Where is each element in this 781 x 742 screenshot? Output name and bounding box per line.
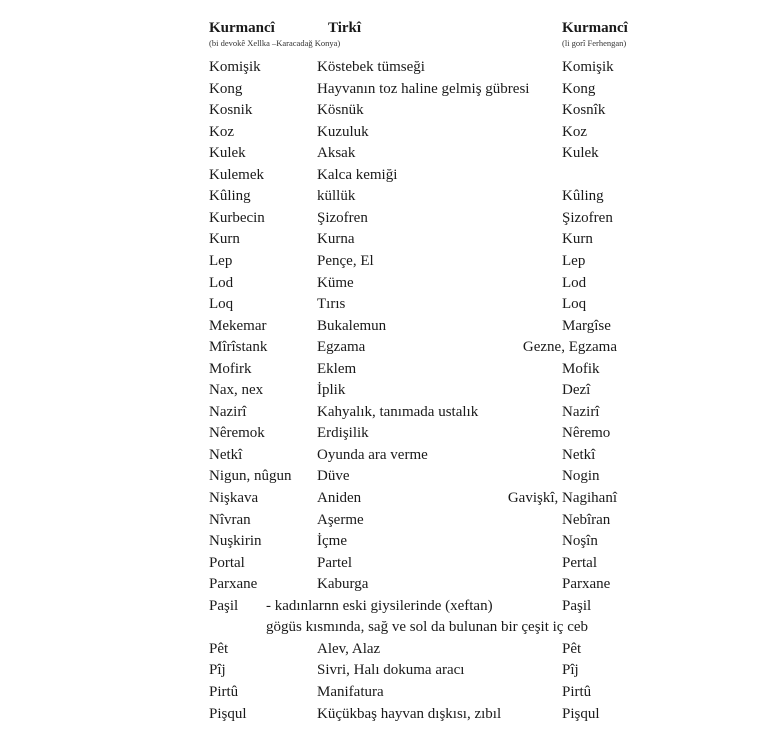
kurmanci-term: Nazirî xyxy=(209,403,247,420)
kurmanci-term: Pirtû xyxy=(209,684,239,700)
kurmanci-term: Pêt xyxy=(209,640,229,657)
turkish-meaning: Kaburga xyxy=(317,576,369,593)
dictionary-term: Margîse xyxy=(562,317,611,334)
dictionary-term: Komişik xyxy=(562,59,614,75)
turkish-meaning: Kurna xyxy=(317,231,355,248)
turkish-meaning: - kadınlarnn eski giysilerinde (xeftan) xyxy=(266,597,493,614)
dictionary-term: Kurn xyxy=(562,231,593,248)
turkish-meaning: İplik xyxy=(317,382,346,399)
table-row xyxy=(0,617,781,638)
turkish-meaning: Pençe, El xyxy=(317,253,374,269)
dictionary-term: Paşil xyxy=(562,597,592,614)
dictionary-term: Nebîran xyxy=(562,511,611,528)
kurmanci-term: Koz xyxy=(209,123,234,140)
turkish-meaning: Hayvanın toz haline gelmiş gübresi xyxy=(317,80,530,97)
kurmanci-term: Nêremok xyxy=(209,425,265,442)
turkish-meaning: Küçükbaş hayvan dışkısı, zıbıl xyxy=(317,705,502,722)
turkish-meaning: Eklem xyxy=(317,360,357,377)
kurmanci-term: Kûling xyxy=(209,188,251,205)
kurmanci-term: Kurn xyxy=(209,231,240,248)
dictionary-term: Pêt xyxy=(562,640,582,657)
kurmanci-term: Paşil xyxy=(209,597,239,614)
table-row xyxy=(0,316,781,337)
dictionary-term: Kong xyxy=(562,80,596,97)
turkish-meaning: Bukalemun xyxy=(317,317,387,334)
kurmanci-term: Kosnik xyxy=(209,102,253,119)
dictionary-term: Pişqul xyxy=(562,705,600,722)
table-row xyxy=(0,186,781,207)
col1-title: Kurmancî xyxy=(209,20,275,36)
dictionary-term: Nogin xyxy=(562,468,600,485)
table-row xyxy=(0,488,781,509)
dictionary-term: Parxane xyxy=(562,576,611,593)
kurmanci-term: Lep xyxy=(209,253,233,269)
kurmanci-term: Mekemar xyxy=(209,317,267,334)
col3-subtitle: (li gorî Ferhengan) xyxy=(562,38,627,48)
turkish-meaning: Sivri, Halı dokuma aracı xyxy=(317,662,465,679)
kurmanci-term: Kurbecin xyxy=(209,209,265,226)
turkish-meaning: Manifatura xyxy=(317,684,384,700)
turkish-meaning: Kahyalık, tanımada ustalık xyxy=(317,403,479,420)
kurmanci-term: Pîj xyxy=(209,662,226,679)
table-row xyxy=(0,229,781,250)
dictionary-term: Netkî xyxy=(562,446,596,463)
table-row xyxy=(0,208,781,229)
table-row xyxy=(0,639,781,660)
dictionary-term: Nêremo xyxy=(562,425,611,442)
kurmanci-term: Nişkava xyxy=(209,490,259,506)
turkish-meaning: Aşerme xyxy=(317,511,364,528)
dictionary-term: Mofik xyxy=(562,360,600,377)
table-row xyxy=(0,359,781,380)
turkish-meaning: İçme xyxy=(317,533,347,550)
kurmanci-term: Komişik xyxy=(209,59,261,75)
dictionary-term: Loq xyxy=(562,296,587,313)
kurmanci-term: Nîvran xyxy=(209,511,251,528)
dictionary-term: Gezne, Egzama xyxy=(522,339,617,356)
table-row xyxy=(0,423,781,444)
dictionary-term: Lep xyxy=(562,253,586,269)
table-row xyxy=(0,596,781,617)
turkish-meaning: Erdişilik xyxy=(317,425,369,442)
table-row xyxy=(0,510,781,531)
col1-subtitle: (bi devokê Xellka –Karacadağ Konya) xyxy=(209,38,341,48)
table-row xyxy=(0,380,781,401)
dictionary-term: Koz xyxy=(562,123,587,140)
table-row xyxy=(0,660,781,681)
dictionary-term: Kosnîk xyxy=(562,102,606,119)
turkish-meaning: Şizofren xyxy=(317,209,368,226)
turkish-meaning: Köstebek tümseği xyxy=(317,59,425,75)
table-row xyxy=(0,466,781,487)
kurmanci-term: Lod xyxy=(209,274,234,291)
table-row xyxy=(0,122,781,143)
kurmanci-term: Netkî xyxy=(209,446,243,463)
turkish-meaning: Oyunda ara verme xyxy=(317,446,428,463)
table-row xyxy=(0,79,781,100)
table-row xyxy=(0,553,781,574)
table-row xyxy=(0,100,781,121)
kurmanci-term: Loq xyxy=(209,296,234,313)
dictionary-term: Pîj xyxy=(562,662,579,679)
table-row xyxy=(0,143,781,164)
dictionary-term: Dezî xyxy=(562,382,591,399)
turkish-meaning: Alev, Alaz xyxy=(317,640,381,657)
kurmanci-term: Nuşkirin xyxy=(209,533,262,550)
kurmanci-term: Kong xyxy=(209,80,243,97)
table-row xyxy=(0,273,781,294)
col3-title: Kurmancî xyxy=(562,20,628,36)
dictionary-term: Lod xyxy=(562,274,587,291)
table-row xyxy=(0,337,781,358)
kurmanci-term: Portal xyxy=(209,554,245,571)
turkish-meaning: Küme xyxy=(317,274,354,291)
dictionary-term: Şizofren xyxy=(562,209,613,226)
kurmanci-term: Mofirk xyxy=(209,360,252,377)
dictionary-term: Kûling xyxy=(562,188,604,205)
turkish-meaning: Tırıs xyxy=(317,296,346,313)
turkish-meaning: Kösnük xyxy=(317,102,364,119)
turkish-meaning: Kuzuluk xyxy=(317,123,369,140)
dictionary-term: Nazirî xyxy=(562,403,600,420)
table-row xyxy=(0,57,781,78)
kurmanci-term: Kulemek xyxy=(209,166,264,183)
turkish-meaning: Egzama xyxy=(317,339,366,356)
kurmanci-term: Mîrîstank xyxy=(209,339,268,356)
table-row xyxy=(0,704,781,725)
dictionary-term: Noşîn xyxy=(562,533,598,550)
turkish-meaning: Kalca kemiği xyxy=(317,166,398,183)
turkish-meaning: Partel xyxy=(317,554,352,571)
table-row xyxy=(0,294,781,315)
table-row xyxy=(0,574,781,595)
kurmanci-term: Pişqul xyxy=(209,705,247,722)
turkish-meaning: gögüs kısmında, sağ ve sol da bulunan bir çeşit iç ceb xyxy=(266,619,589,636)
table-row xyxy=(0,531,781,552)
kurmanci-term: Parxane xyxy=(209,576,258,593)
turkish-meaning: Aniden xyxy=(317,490,362,506)
table-row xyxy=(0,251,781,272)
table-row xyxy=(0,682,781,703)
table-row xyxy=(0,402,781,423)
kurmanci-term: Nigun, nûgun xyxy=(209,468,292,485)
kurmanci-term: Nax, nex xyxy=(209,382,264,399)
col2-title: Tirkî xyxy=(328,20,362,36)
table-row xyxy=(0,445,781,466)
table-row xyxy=(0,165,781,186)
kurmanci-term: Kulek xyxy=(209,145,246,162)
dictionary-term: Pirtû xyxy=(562,684,592,700)
turkish-meaning: Aksak xyxy=(317,145,356,162)
dictionary-term: Kulek xyxy=(562,145,599,162)
dictionary-term: Pertal xyxy=(562,554,597,571)
turkish-meaning: küllük xyxy=(317,188,356,205)
dictionary-term: Gavişkî, Nagihanî xyxy=(507,490,617,506)
turkish-meaning: Düve xyxy=(317,468,350,485)
